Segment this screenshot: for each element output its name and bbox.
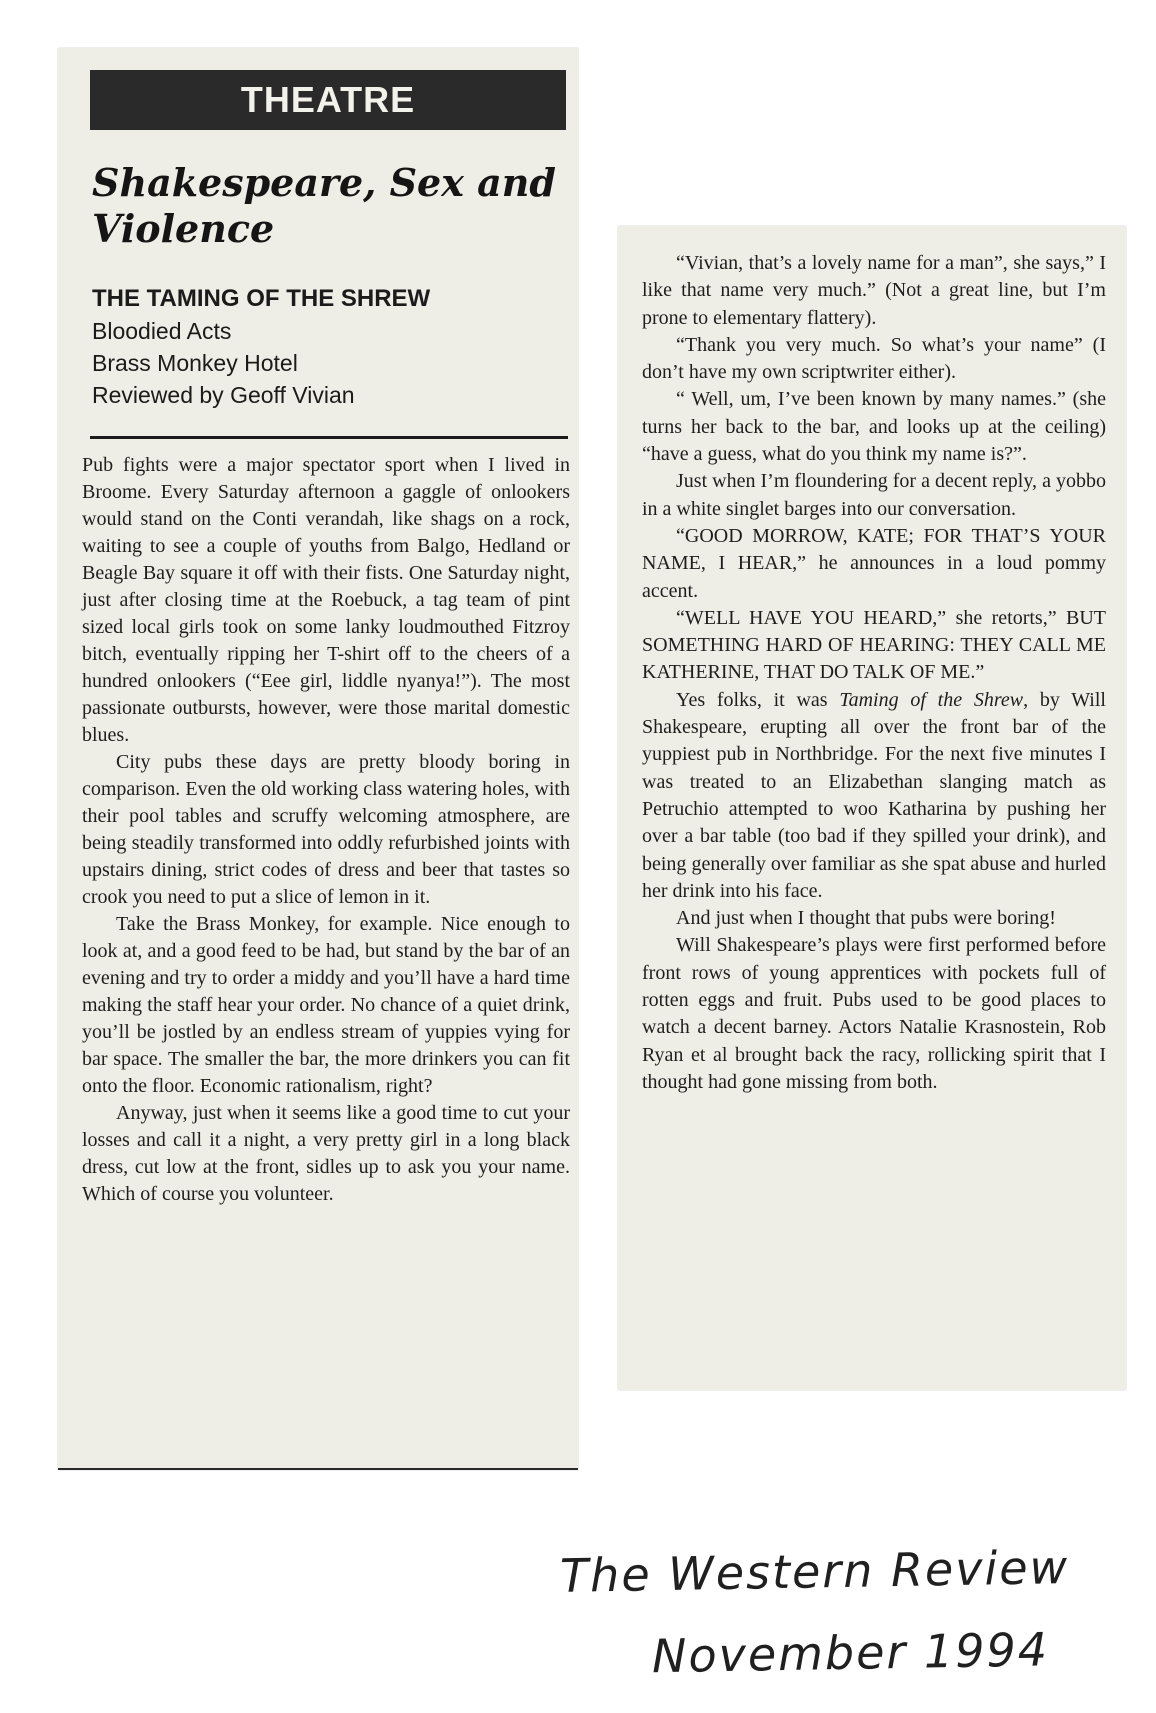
review-info	[92, 283, 562, 411]
divider-rule	[90, 436, 568, 439]
headline: Shakespeare, Sex and Violence	[92, 160, 556, 251]
paragraph: “ Well, um, I’ve been known by many names.” (she turns her back to the bar, and looks up at the ceiling) “have a guess, what do you think my name is?”.	[642, 388, 1106, 466]
article-body-right	[642, 250, 1106, 1096]
paragraph: And just when I thought that pubs were boring!	[676, 907, 1056, 930]
paragraph: “WELL HAVE YOU HEARD,” she retorts,” BUT SOMETHING HARD OF HEARING: THEY CALL ME KATHERINE, THAT DO TALK OF ME.”	[642, 606, 1106, 684]
article-clipping-right	[618, 226, 1126, 1390]
article-body-left	[82, 452, 570, 1208]
paragraph: Yes folks, it was Taming of the Shrew, by Will Shakespeare, erupting all over the front bar of the yuppiest pub in Northbridge. For the next five minutes I was treated to an Elizabethan slanging match as Petruchio attempted to woo Katharina by pushing her over a bar table (too bad if they spilled your drink), and being generally over familiar as she spat abuse and hurled her drink into his face.	[642, 688, 1106, 902]
handwritten-note	[560, 1530, 1120, 1694]
paragraph: Pub fights were a major spectator sport when I lived in Broome. Every Saturday afternoon a gaggle of onlookers would stand on the Conti verandah, like shags on a rock, waiting to see a couple of youths from Balgo, Hedland or Beagle Bay square it off with their fists. One Saturday night, just after closing time at the Roebuck, a tag team of pint sized local girls took on some lanky loudmouthed Fitzroy bitch, eventually ripping her T-shirt off to the cheers of a hundred onlookers (“Eee girl, liddle nyanya!”). The most passionate outbursts, however, were those marital domestic blues.	[82, 454, 570, 746]
paragraph: Anyway, just when it seems like a good time to cut your losses and call it a night, a very pretty girl in a long black dress, cut low at the front, sidles up to ask you your name. Which of course you volunteer.	[82, 1102, 570, 1205]
venue-name: Brass Monkey Hotel	[92, 350, 298, 376]
paragraph: Will Shakespeare’s plays were first performed before front rows of young apprentices with pockets full of rotten eggs and fruit. Pubs used to be good places to watch a decent barney. Actors Natalie Krasnostein, Rob Ryan et al brought back the racy, rollicking spirit that I thought had gone missing from both.	[642, 934, 1106, 1093]
paragraph: “Thank you very much. So what’s your name” (I don’t have my own scriptwriter either).	[642, 333, 1106, 384]
paragraph: “Vivian, that’s a lovely name for a man”, she says,” I like that name very much.” (Not a great line, but I’m prone to elementary flattery).	[642, 252, 1106, 329]
show-title: THE TAMING OF THE SHREW	[92, 285, 431, 312]
play-title-italic: Taming of the Shrew	[839, 688, 1024, 711]
paragraph: “GOOD MORROW, KATE; FOR THAT’S YOUR NAME, I HEAR,” he announces in a loud pommy accent.	[642, 524, 1106, 602]
article-clipping-left	[58, 48, 578, 1470]
section-banner: THEATRE	[90, 70, 566, 130]
byline: Reviewed by Geoff Vivian	[92, 382, 355, 408]
company-name: Bloodied Acts	[92, 318, 232, 344]
note-date: November 1994	[651, 1622, 1050, 1684]
paragraph: Just when I’m floundering for a decent reply, a yobbo in a white singlet barges into our conversation.	[642, 470, 1106, 520]
bottom-rule	[58, 1468, 578, 1470]
paragraph: Take the Brass Monkey, for example. Nice enough to look at, and a good feed to be had, but stand by the bar of an evening and try to order a middy and you’ll have a hard time making the staff hear your order. No chance of a quiet drink, you’ll be jostled by an endless stream of yuppies vying for bar space. The smaller the bar, the more drinkers you can fit onto the floor. Economic rationalism, right?	[82, 913, 570, 1097]
note-publication: The Western Review	[559, 1540, 1070, 1603]
paragraph: City pubs these days are pretty bloody boring in comparison. Even the old working class watering holes, with their pool tables and scruffy welcoming atmosphere, are being steadily transformed into oddly refurbished joints with upstairs dining, strict codes of dress and beer that tastes so crook you need to put a slice of lemon in it.	[82, 751, 570, 908]
